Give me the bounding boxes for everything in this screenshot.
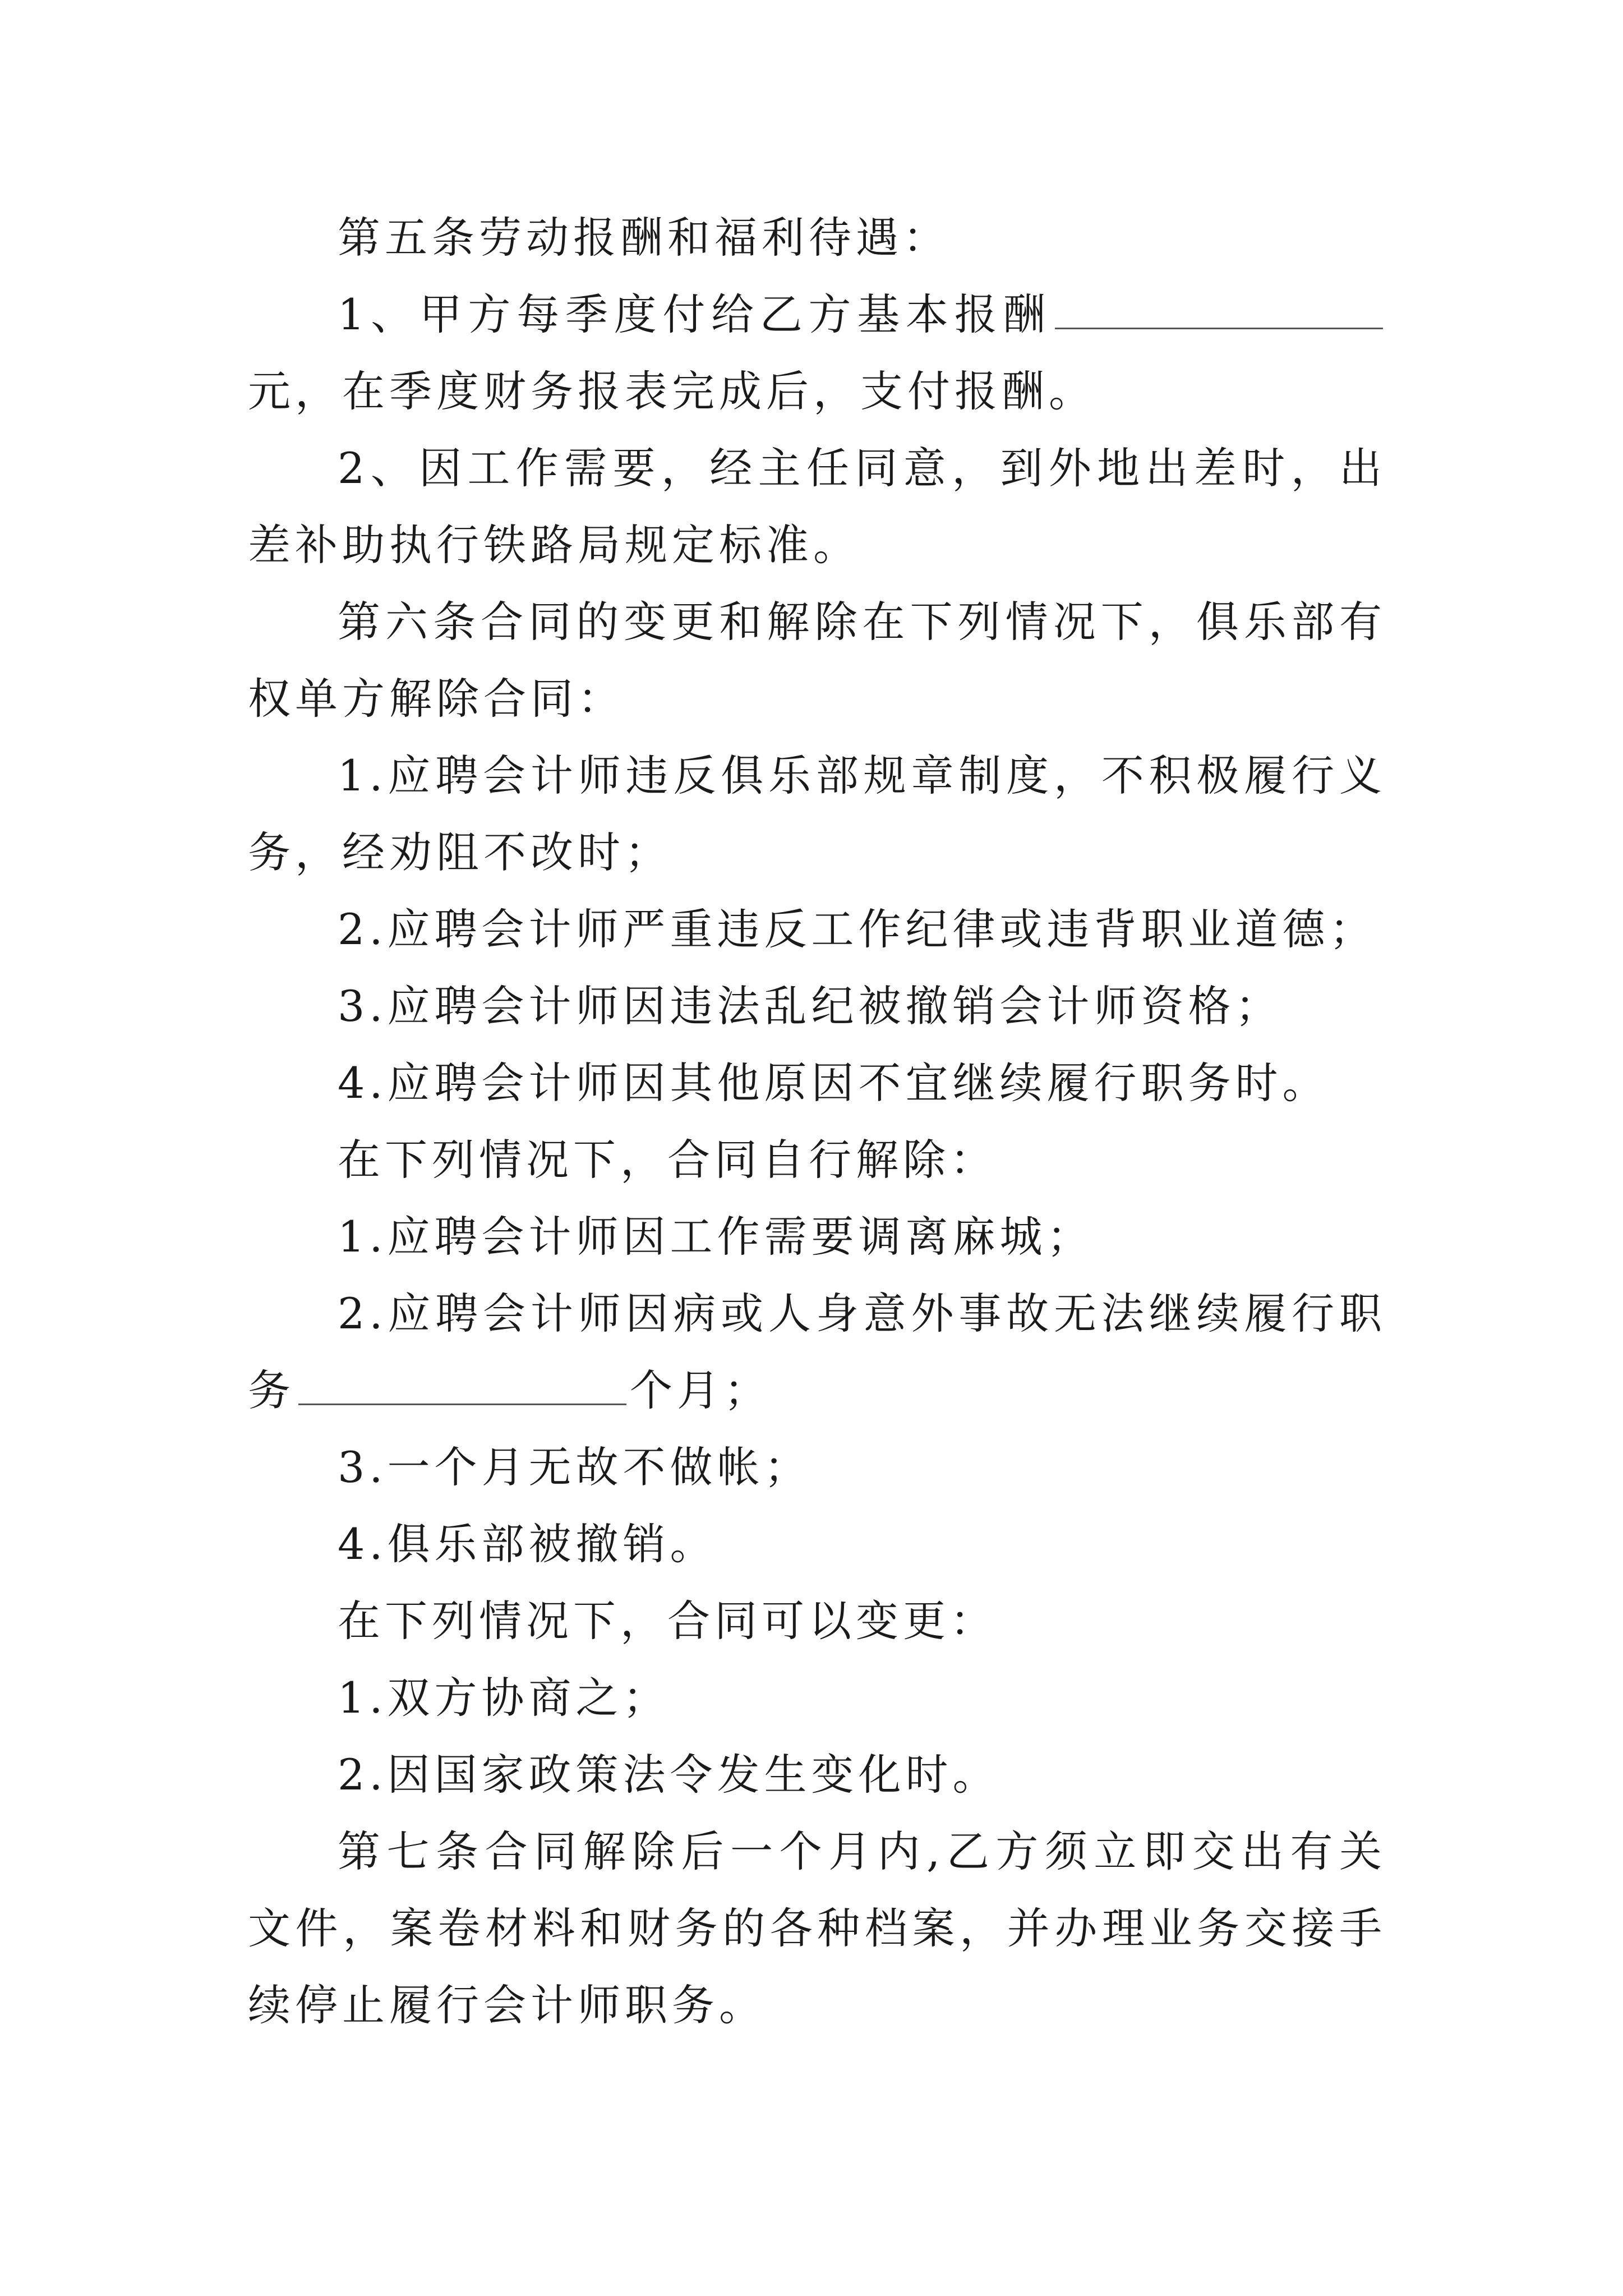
change-item-2: 2.因国家政策法令发生变化时。 <box>338 1750 1000 1800</box>
article5-item1-suffix: 元，在季度财务报表完成后，支付报酬。 <box>248 366 1096 416</box>
auto-item-4: 4.俱乐部被撤销。 <box>338 1519 717 1569</box>
article5-item1 <box>248 276 1386 430</box>
change-item-1: 1.双方协商之； <box>338 1673 670 1723</box>
article5-title: 第五条劳动报酬和福利待遇： <box>338 213 950 263</box>
auto-item-3: 3.一个月无故不做帐； <box>338 1442 811 1492</box>
salary-blank-field[interactable] <box>1055 293 1383 329</box>
article5-item1-prefix: 1、甲方每季度付给乙方基本报酬 <box>338 289 1052 339</box>
article6-item-4: 4.应聘会计师因其他原因不宜继续履行职务时。 <box>338 1058 1330 1108</box>
auto-item-2 <box>248 1275 1386 1429</box>
article6-item-3: 3.应聘会计师因违法乱纪被撤销会计师资格； <box>338 981 1283 1031</box>
article5-item2: 2、因工作需要，经主任同意，到外地出差时，出差补助执行铁路局规定标准。 <box>248 443 1386 570</box>
article6-title: 第六条合同的变更和解除在下列情况下，俱乐部有权单方解除合同： <box>248 597 1386 724</box>
document-body <box>248 199 1386 2044</box>
auto-item-2-suffix: 个月； <box>630 1365 771 1415</box>
article6-item-2: 2.应聘会计师严重违反工作纪律或违背职业道德； <box>338 904 1377 954</box>
auto-item-2-prefix: 2.应聘会计师因病或人身意外事故无法继续履行职务 <box>248 1289 1386 1415</box>
change-intro: 在下列情况下，合同可以变更： <box>338 1596 997 1646</box>
months-blank-field[interactable] <box>298 1369 626 1405</box>
auto-item-1: 1.应聘会计师因工作需要调离麻城； <box>338 1212 1094 1262</box>
article6-item-1: 1.应聘会计师违反俱乐部规章制度，不积极履行义务，经劝阻不改时； <box>248 751 1386 877</box>
auto-termination-intro: 在下列情况下，合同自行解除： <box>338 1135 997 1185</box>
article7: 第七条合同解除后一个月内,乙方须立即交出有关文件，案卷材料和财务的各种档案，并办理业务交接手续停止履行会计师职务。 <box>248 1826 1386 2030</box>
